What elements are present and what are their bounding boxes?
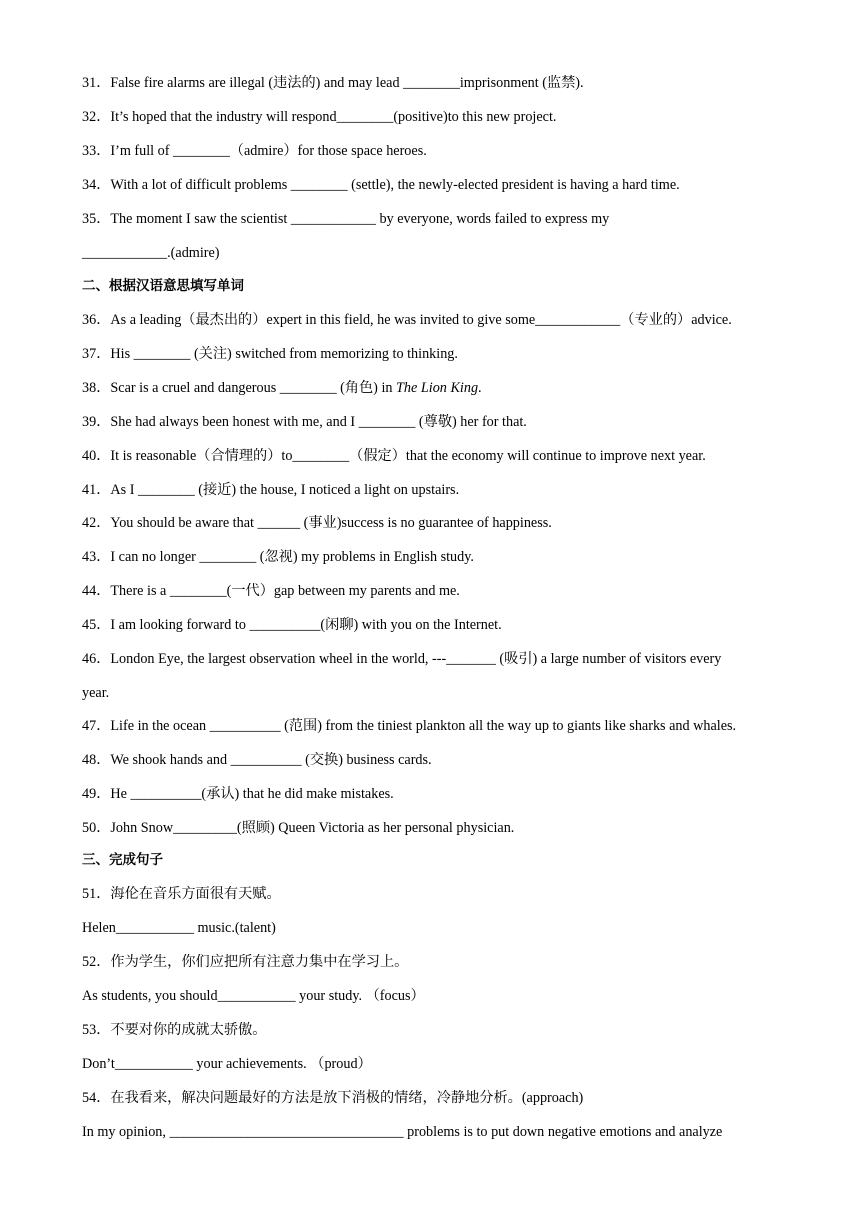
question-number: 54．: [82, 1090, 111, 1106]
question-54: [82, 1089, 583, 1107]
question-number: 34．: [82, 177, 111, 193]
question-text: year.: [82, 685, 110, 701]
film-title: The Lion King: [396, 380, 479, 396]
question-number: 33．: [82, 143, 111, 159]
question-number: 45．: [82, 617, 111, 633]
question-number: 44．: [82, 583, 111, 599]
question-number: 40．: [82, 448, 111, 464]
question-number: 36．: [82, 312, 111, 328]
question-text: It’s hoped that the industry will respond________(positive)to this new project.: [110, 109, 557, 125]
question-43: [82, 548, 474, 566]
question-number: 43．: [82, 549, 111, 565]
question-text: His ________ (关注) switched from memorizing to thinking.: [110, 346, 458, 362]
question-text: I am looking forward to __________(闲聊) with you on the Internet.: [110, 617, 502, 633]
question-text: Life in the ocean __________ (范围) from the tiniest plankton all the way up to giants like sharks and whales.: [110, 718, 737, 734]
question-number: 50．: [82, 820, 111, 836]
question-number: 48．: [82, 752, 111, 768]
question-41: [82, 481, 459, 499]
question-53: [82, 1021, 266, 1039]
question-number: 46．: [82, 651, 111, 667]
question-number: 53．: [82, 1022, 111, 1038]
question-number: 42．: [82, 515, 111, 531]
question-51-answer-line: [82, 919, 276, 937]
question-number: 31．: [82, 75, 111, 91]
question-42: [82, 514, 552, 532]
question-text: We shook hands and __________ (交换) business cards.: [110, 752, 432, 768]
question-54-answer-line: [82, 1123, 722, 1141]
question-number: 39．: [82, 414, 111, 430]
question-52-answer-line: [82, 987, 425, 1005]
question-40: [82, 447, 706, 465]
question-number: 38．: [82, 380, 111, 396]
question-text: I can no longer ________ (忽视) my problems in English study.: [110, 549, 474, 565]
question-50: [82, 819, 514, 837]
question-38: [82, 379, 482, 397]
question-text: I’m full of ________（admire）for those space heroes.: [110, 143, 427, 159]
question-37: [82, 345, 458, 363]
question-prompt: 在我看来，解决问题最好的方法是放下消极的情绪，冷静地分析。(approach): [110, 1090, 584, 1106]
question-number: 32．: [82, 109, 111, 125]
question-text: The moment I saw the scientist ____________ by everyone, words failed to express my: [110, 211, 610, 227]
question-prompt: 海伦在音乐方面很有天赋。: [110, 886, 281, 902]
question-text: He __________(承认) that he did make mistakes.: [110, 786, 394, 802]
question-prompt: 不要对你的成就太骄傲。: [110, 1022, 267, 1038]
question-47: [82, 717, 736, 735]
question-45: [82, 616, 502, 634]
question-46: [82, 650, 721, 668]
question-number: 37．: [82, 346, 111, 362]
question-39: [82, 413, 527, 431]
question-35-continued: [82, 244, 220, 262]
question-text: Don’t___________ your achievements. （proud）: [82, 1056, 372, 1072]
question-number: 47．: [82, 718, 111, 734]
question-text-end: .: [478, 380, 482, 396]
section-heading-2: 二、根据汉语意思填写单词: [82, 278, 244, 294]
question-text: With a lot of difficult problems ________ (settle), the newly-elected president is having a hard time.: [110, 177, 680, 193]
question-35: [82, 210, 609, 228]
question-53-answer-line: [82, 1055, 372, 1073]
question-52: [82, 953, 408, 971]
question-text: She had always been honest with me, and I ________ (尊敬) her for that.: [110, 414, 527, 430]
question-51: [82, 885, 281, 903]
question-number: 41．: [82, 482, 111, 498]
question-36: [82, 311, 732, 329]
question-text: ____________.(admire): [82, 245, 220, 261]
question-text: Helen___________ music.(talent): [82, 920, 276, 936]
question-34: [82, 176, 680, 194]
question-number: 52．: [82, 954, 111, 970]
question-44: [82, 582, 460, 600]
question-32: [82, 108, 556, 126]
question-text: There is a ________(一代）gap between my parents and me.: [110, 583, 460, 599]
question-text: As a leading（最杰出的）expert in this field, he was invited to give some____________（专业的）advice.: [110, 312, 732, 328]
question-number: 51．: [82, 886, 111, 902]
question-text: As I ________ (接近) the house, I noticed a light on upstairs.: [110, 482, 460, 498]
question-49: [82, 785, 394, 803]
question-number: 35．: [82, 211, 111, 227]
question-prompt: 作为学生，你们应把所有注意力集中在学习上。: [110, 954, 409, 970]
question-text: As students, you should___________ your study. （focus）: [82, 988, 425, 1004]
question-46-continued: [82, 684, 109, 702]
question-text: It is reasonable（合情理的）to________（假定）that the economy will continue to improve next year.: [110, 448, 706, 464]
question-text: False fire alarms are illegal (违法的) and may lead ________imprisonment (监禁).: [110, 75, 584, 91]
question-33: [82, 142, 427, 160]
question-text: John Snow_________(照顾) Queen Victoria as her personal physician.: [110, 820, 515, 836]
question-text: Scar is a cruel and dangerous ________ (角色) in: [110, 380, 397, 396]
question-31: [82, 74, 584, 92]
question-number: 49．: [82, 786, 111, 802]
question-text: In my opinion, _________________________________ problems is to put down negative emotions and analyze: [82, 1124, 723, 1140]
question-48: [82, 751, 432, 769]
question-text: London Eye, the largest observation wheel in the world, ---_______ (吸引) a large number of visitors every: [110, 651, 722, 667]
question-text: You should be aware that ______ (事业)success is no guarantee of happiness.: [110, 515, 552, 531]
section-heading-3: 三、完成句子: [82, 852, 163, 868]
